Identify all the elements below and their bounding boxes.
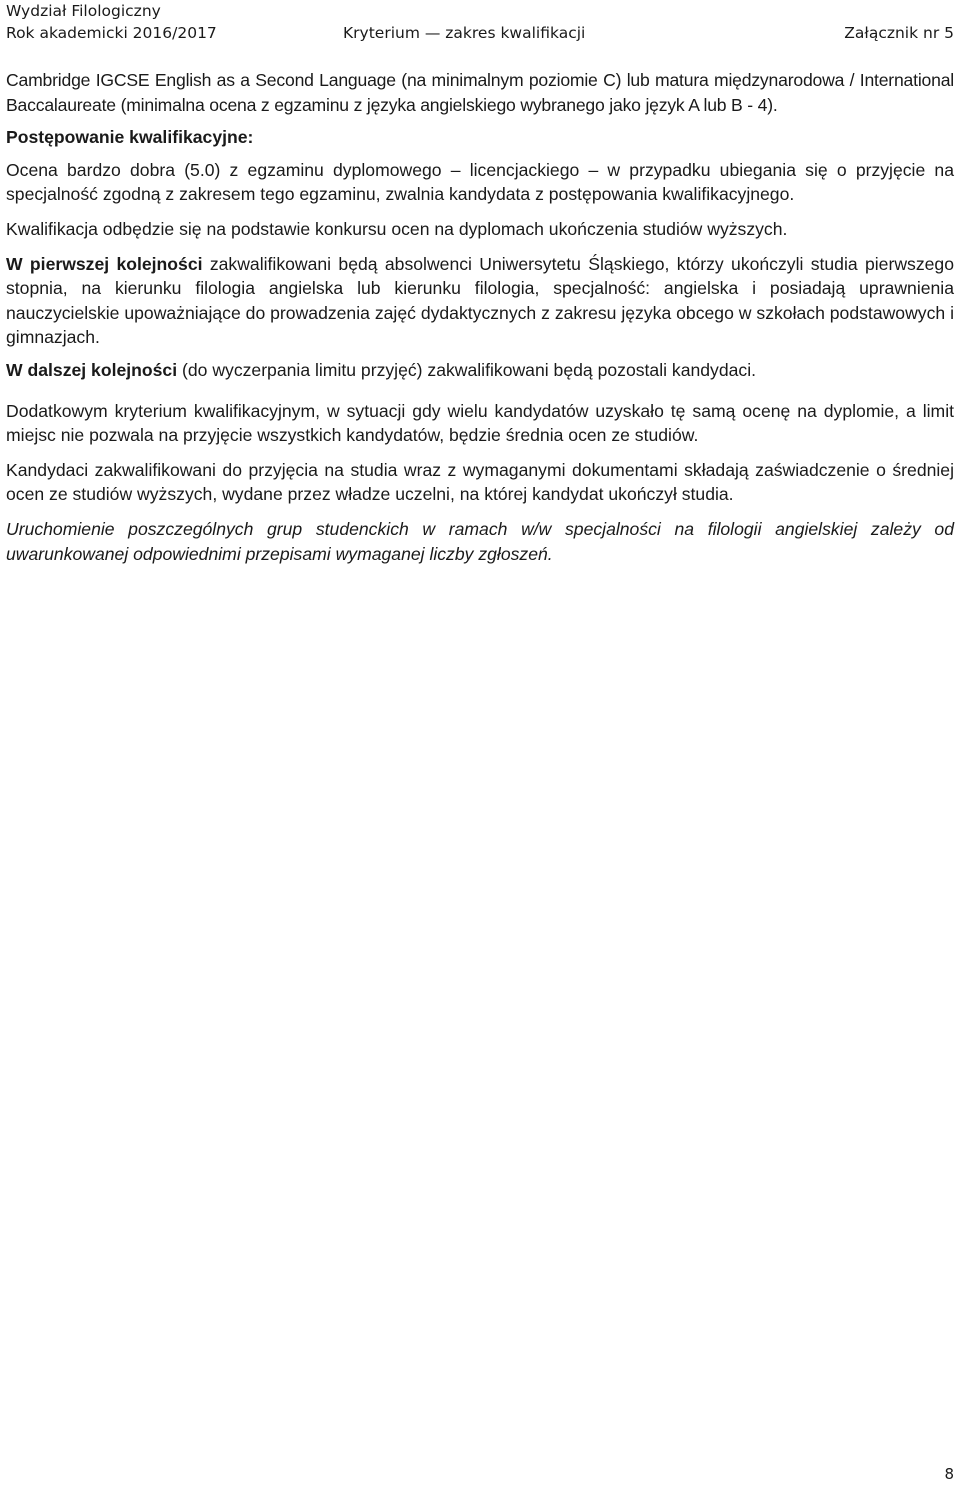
faculty-name: Wydział Filologiczny [6, 2, 161, 20]
annex-label: Załącznik nr 5 [844, 24, 954, 42]
second-priority-bold: W dalszej kolejności [6, 359, 178, 380]
header-row [6, 22, 954, 44]
paragraph-exemption: Ocena bardzo dobra (5.0) z egzaminu dyplomowego – licencjackiego – w przypadku ubiegania się o przyjęcie na specjalność zgodną z zakresem tego egzaminu, zwalnia kandydata z postępowania kwalifikacyjnego. [6, 159, 954, 205]
page-header [6, 0, 954, 46]
paragraph-group-launch: Uruchomienie poszczególnych grup studenckich w ramach w/w specjalności na filologii angielskiej zależy od uwarunkowanej odpowiednimi przepisami wymaganej liczby zgłoszeń. [6, 518, 954, 564]
criterion-title: Kryterium — zakres kwalifikacji [343, 24, 586, 42]
section-heading-qualification: Postępowanie kwalifikacyjne: [6, 127, 254, 148]
first-priority-text: zakwalifikowani będą absolwenci Uniwersytetu Śląskiego, którzy ukończyli studia pierwszego stopnia, na kierunku filologia angielska lub kierunku filologia, specjalność: angielska i posiadają uprawnienia nauczycielskie upoważniające do prowadzenia zajęć dydaktycznych z zakresu języka obcego w szkołach podstawowych i gimnazjach. [6, 253, 954, 348]
second-priority-text: (do wyczerpania limitu przyjęć) zakwalifikowani będą pozostali kandydaci. [177, 359, 757, 380]
first-priority-bold: W pierwszej kolejności [6, 253, 203, 274]
paragraph-language-requirements: Cambridge IGCSE English as a Second Language (na minimalnym poziomie C) lub matura międzynarodowa / International Baccalaureate (minimalna ocena z egzaminu z języka angielskiego wybranego jako język A lub B - 4). [6, 70, 954, 115]
paragraph-competition: Kwalifikacja odbędzie się na podstawie konkursu ocen na dyplomach ukończenia studiów wyższych. [6, 218, 788, 239]
document-body [6, 68, 954, 566]
academic-year: Rok akademicki 2016/2017 [6, 24, 217, 42]
paragraph-additional-criterion: Dodatkowym kryterium kwalifikacyjnym, w sytuacji gdy wielu kandydatów uzyskało tę samą ocenę na dyplomie, a limit miejsc nie pozwala na przyjęcie wszystkich kandydatów, będzie średnia ocen ze studiów. [6, 400, 954, 446]
page-number: 8 [944, 1465, 954, 1483]
paragraph-first-priority [6, 252, 954, 350]
paragraph-documents: Kandydaci zakwalifikowani do przyjęcia na studia wraz z wymaganymi dokumentami składają zaświadczenie o średniej ocen ze studiów wyższych, wydane przez władze uczelni, na której kandydat ukończył studia. [6, 459, 954, 505]
paragraph-second-priority [6, 358, 954, 383]
